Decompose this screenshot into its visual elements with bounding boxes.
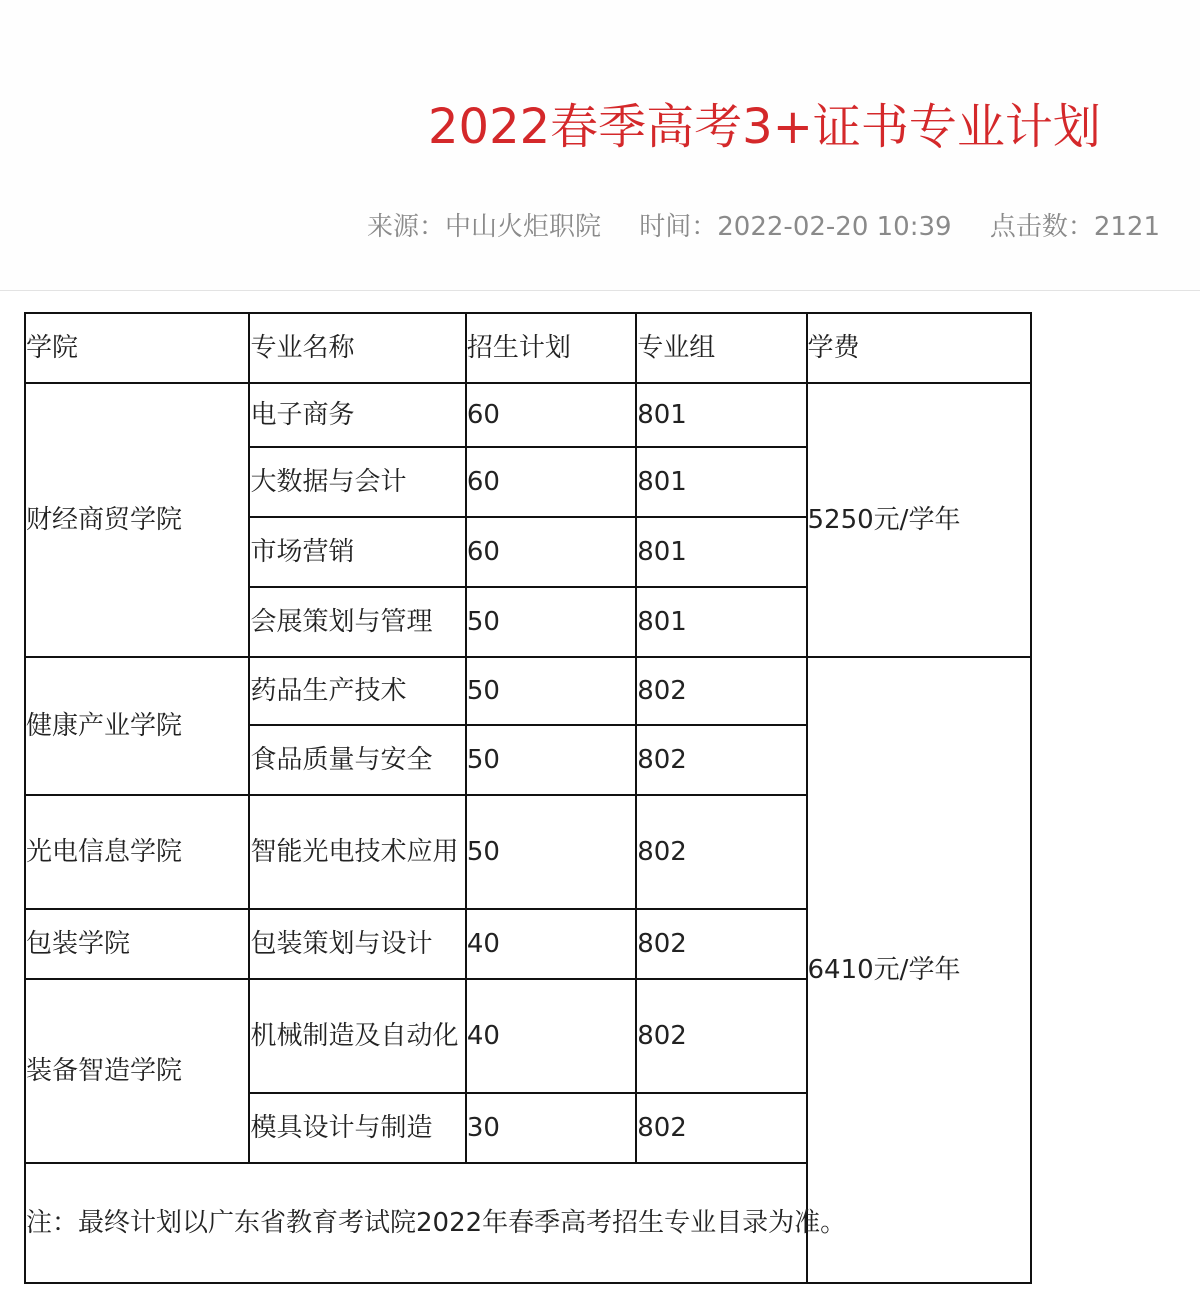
plan-cell: 60 (466, 447, 636, 517)
header-plan: 招生计划 (466, 313, 636, 383)
table-row (25, 383, 1031, 447)
article-meta (367, 206, 1160, 243)
group-cell: 802 (636, 657, 806, 725)
major-cell: 食品质量与安全 (249, 725, 465, 795)
article-source: 来源：中山火炬职院 (366, 212, 601, 242)
table-note: 注：最终计划以广东省教育考试院2022年春季高考招生专业目录为准。 (25, 1163, 1031, 1283)
major-cell: 大数据与会计 (249, 447, 465, 517)
major-cell: 市场营销 (249, 517, 465, 587)
major-cell: 智能光电技术应用 (249, 795, 465, 909)
college-cell: 装备智造学院 (25, 979, 249, 1163)
group-cell: 801 (636, 587, 806, 657)
plan-cell: 40 (466, 979, 636, 1093)
article-time: 时间：2022-02-20 10:39 (639, 212, 952, 242)
header-college: 学院 (25, 313, 249, 383)
table-header-row (25, 313, 1031, 383)
article-clicks: 点击数：2121 (989, 212, 1160, 242)
plan-cell: 50 (466, 587, 636, 657)
plan-cell: 60 (466, 517, 636, 587)
plan-cell: 30 (466, 1093, 636, 1163)
article-header (0, 0, 1200, 290)
college-cell: 包装学院 (25, 909, 249, 979)
major-cell: 包装策划与设计 (249, 909, 465, 979)
header-divider (0, 290, 1200, 291)
group-cell: 801 (636, 447, 806, 517)
major-cell: 会展策划与管理 (249, 587, 465, 657)
college-cell: 健康产业学院 (25, 657, 249, 795)
major-cell: 药品生产技术 (249, 657, 465, 725)
header-major: 专业名称 (249, 313, 465, 383)
header-group: 专业组 (636, 313, 806, 383)
fee-cell: 5250元/学年 (807, 383, 1031, 657)
college-cell: 光电信息学院 (25, 795, 249, 909)
plan-cell: 40 (466, 909, 636, 979)
plan-cell: 50 (466, 725, 636, 795)
college-cell: 财经商贸学院 (25, 383, 249, 657)
group-cell: 802 (636, 795, 806, 909)
header-fee: 学费 (807, 313, 1031, 383)
table-note-row (25, 1163, 1031, 1283)
plan-cell: 50 (466, 795, 636, 909)
table-row (25, 657, 1031, 725)
major-cell: 电子商务 (249, 383, 465, 447)
article-title: 2022春季高考3+证书专业计划 (428, 99, 1101, 155)
group-cell: 802 (636, 909, 806, 979)
enrollment-plan-table (24, 312, 1032, 1284)
group-cell: 802 (636, 725, 806, 795)
plan-cell: 50 (466, 657, 636, 725)
group-cell: 801 (636, 383, 806, 447)
plan-cell: 60 (466, 383, 636, 447)
group-cell: 802 (636, 1093, 806, 1163)
fee-cell: 6410元/学年 (807, 657, 1031, 1283)
group-cell: 801 (636, 517, 806, 587)
group-cell: 802 (636, 979, 806, 1093)
major-cell: 机械制造及自动化 (249, 979, 465, 1093)
major-cell: 模具设计与制造 (249, 1093, 465, 1163)
